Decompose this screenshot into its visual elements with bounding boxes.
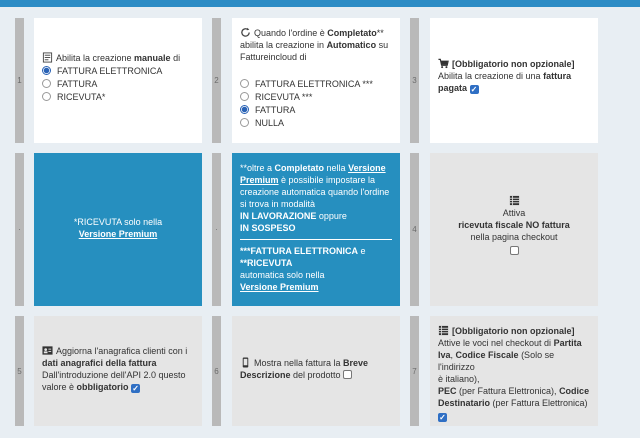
premium-info-text: è possibile impostare la — [278, 175, 376, 185]
update-text-bold-2: obbligatorio — [76, 382, 129, 392]
auto-option-fattura-elettronica[interactable] — [240, 77, 392, 90]
premium-info-text: si trova in modalità — [240, 199, 316, 209]
auto-text-3: abilita la creazione in — [240, 40, 327, 50]
fields-text-6: (per Fattura Elettronica) — [490, 398, 588, 408]
desc-text-2: del prodotto — [290, 370, 341, 380]
option-label: FATTURA ELETTRONICA — [57, 65, 163, 76]
fields-text-5: (per Fattura Elettronica), — [456, 386, 560, 396]
paid-invoice-cell — [430, 18, 598, 143]
row-number — [212, 18, 221, 143]
receipt-text-4: nella pagina checkout — [470, 232, 558, 242]
auto-text-2: ** — [376, 28, 384, 38]
checkout-fields-cell — [430, 316, 598, 426]
fields-text-bold-3: Codice Fiscale — [455, 350, 519, 360]
mobile-device-icon — [240, 357, 251, 368]
auto-text-bold-2: Automatico — [326, 40, 377, 50]
desc-text-bold-1: Breve — [343, 358, 369, 368]
document-list-icon — [42, 52, 53, 63]
manual-option-fattura-elettronica[interactable] — [42, 64, 194, 77]
row-number — [410, 316, 419, 426]
row-number — [15, 316, 24, 426]
row-number — [15, 18, 24, 143]
premium-version-link[interactable]: Premium — [240, 175, 279, 185]
fields-text-bold-5: Codice — [559, 386, 590, 396]
premium-info-bold: **RICEVUTA — [240, 258, 293, 268]
row-number-label: 3 — [412, 76, 417, 85]
update-text-bold-1: dati anagrafici della fattura — [42, 358, 157, 368]
paid-text-bold-2: pagata — [438, 83, 468, 93]
receipt-text-bold: ricevuta fiscale — [458, 220, 526, 230]
row-number-label: · — [18, 225, 21, 234]
update-customer-cell — [34, 316, 202, 426]
manual-text-bold: manuale — [134, 53, 171, 63]
premium-info-text: oppure — [316, 211, 347, 221]
receipt-checkout-cell — [430, 153, 598, 306]
row-number — [410, 153, 419, 306]
paid-invoice-checkbox[interactable]: ✓ — [470, 85, 478, 94]
row-number-label: 4 — [412, 225, 417, 234]
row-number-label: 5 — [17, 366, 22, 376]
option-label: FATTURA — [255, 104, 296, 115]
manual-text-prefix: Abilita la creazione — [56, 53, 135, 63]
update-customer-checkbox[interactable]: ✓ — [132, 384, 139, 393]
premium-ricevuta-cell — [34, 153, 202, 306]
premium-info-bold: IN SOSPESO — [240, 223, 296, 233]
fields-text-bold-1: Partita — [553, 338, 582, 348]
auto-option-nulla[interactable] — [240, 116, 392, 129]
fields-text-3: (Solo se l'indirizzo — [438, 350, 555, 372]
desc-text-1: Mostra nella fattura la — [254, 358, 344, 368]
premium-text-2: solo nella — [121, 217, 163, 227]
shopping-cart-icon — [438, 58, 449, 69]
table-list-icon — [438, 325, 449, 336]
premium-info-text: creazione automatica quando l'ordine — [240, 187, 390, 197]
row-number-label: 7 — [412, 366, 417, 376]
option-label: FATTURA — [57, 78, 98, 89]
sync-icon — [240, 27, 251, 38]
radio-button[interactable] — [240, 118, 249, 127]
short-description-checkbox[interactable] — [343, 370, 352, 379]
radio-button[interactable] — [240, 79, 249, 88]
premium-info-bold: IN LAVORAZIONE — [240, 211, 317, 221]
row-number — [212, 153, 221, 306]
premium-info-text: nella — [324, 163, 349, 173]
radio-button[interactable] — [240, 105, 249, 114]
auto-text-bold-1: Completato — [327, 28, 377, 38]
premium-info-text: e — [358, 246, 366, 256]
row-number — [410, 18, 419, 143]
divider — [240, 239, 392, 240]
option-label: FATTURA ELETTRONICA *** — [255, 78, 373, 89]
option-label: NULLA — [255, 117, 285, 128]
checkout-fields-checkbox[interactable]: ✓ — [439, 413, 446, 422]
fields-text-4: è italiano), — [438, 374, 480, 384]
receipt-text-1: Attiva — [502, 208, 526, 218]
manual-option-ricevuta[interactable] — [42, 90, 194, 103]
auto-text-5: Fattureincloud di — [240, 52, 307, 62]
fields-text-bold-4: PEC — [438, 386, 457, 396]
mandatory-title: [Obbligatorio non opzionale] — [452, 59, 575, 69]
premium-info-text: automatica solo nella — [240, 270, 325, 280]
auto-option-ricevuta[interactable] — [240, 90, 392, 103]
premium-text-1: *RICEVUTA — [73, 217, 122, 227]
auto-text-4: su — [376, 40, 389, 50]
manual-text-suffix: di — [170, 53, 181, 63]
manual-option-fattura[interactable] — [42, 77, 194, 90]
premium-info-text: **oltre a — [240, 163, 275, 173]
radio-button[interactable] — [42, 79, 51, 88]
premium-info-bold: Completato — [274, 163, 325, 173]
row-number-label: 1 — [17, 76, 22, 85]
row-number-label: · — [215, 225, 218, 234]
manual-creation-cell — [34, 18, 202, 143]
table-list-icon — [509, 195, 520, 206]
radio-button[interactable] — [240, 92, 249, 101]
auto-option-fattura[interactable] — [240, 103, 392, 116]
fields-text-bold-6: Destinatario — [438, 398, 491, 408]
row-number — [212, 316, 221, 426]
paid-text-1: Abilita la creazione di una — [438, 71, 544, 81]
short-description-cell — [232, 316, 400, 426]
receipt-checkbox[interactable] — [510, 246, 519, 255]
row-number — [15, 153, 24, 306]
premium-version-link[interactable]: Versione — [348, 163, 386, 173]
update-text-3: valore è — [42, 382, 77, 392]
radio-button[interactable] — [42, 66, 51, 75]
fields-text-bold-2: Iva — [438, 350, 451, 360]
premium-version-link[interactable]: Versione Premium — [78, 229, 158, 239]
receipt-text-bold: fattura — [539, 220, 570, 230]
radio-button[interactable] — [42, 92, 51, 101]
fields-text-2: , — [450, 350, 456, 360]
row-number-label: 6 — [214, 366, 219, 376]
premium-version-link[interactable]: Versione Premium — [240, 282, 319, 292]
address-card-icon — [42, 345, 53, 356]
option-label: RICEVUTA* — [57, 91, 106, 102]
automatic-creation-cell — [232, 18, 400, 143]
fields-text-1: Attive le voci nel checkout di — [438, 338, 554, 348]
premium-info-bold: ***FATTURA ELETTRONICA — [240, 246, 358, 256]
premium-info-cell — [232, 153, 400, 306]
option-label: RICEVUTA *** — [255, 91, 313, 102]
top-accent-bar — [0, 0, 640, 7]
mandatory-title: [Obbligatorio non opzionale] — [452, 326, 575, 336]
row-number-label: 2 — [214, 76, 219, 85]
auto-text-1: Quando l'ordine è — [254, 28, 328, 38]
desc-text-bold-2: Descrizione — [240, 370, 291, 380]
update-text-1: Aggiorna l'anagrafica clienti con i — [56, 346, 188, 356]
receipt-text-no: NO — [525, 220, 540, 230]
update-text-2: Dall'introduzione dell'API 2.0 questo — [42, 370, 186, 380]
paid-text-bold-1: fattura — [543, 71, 572, 81]
